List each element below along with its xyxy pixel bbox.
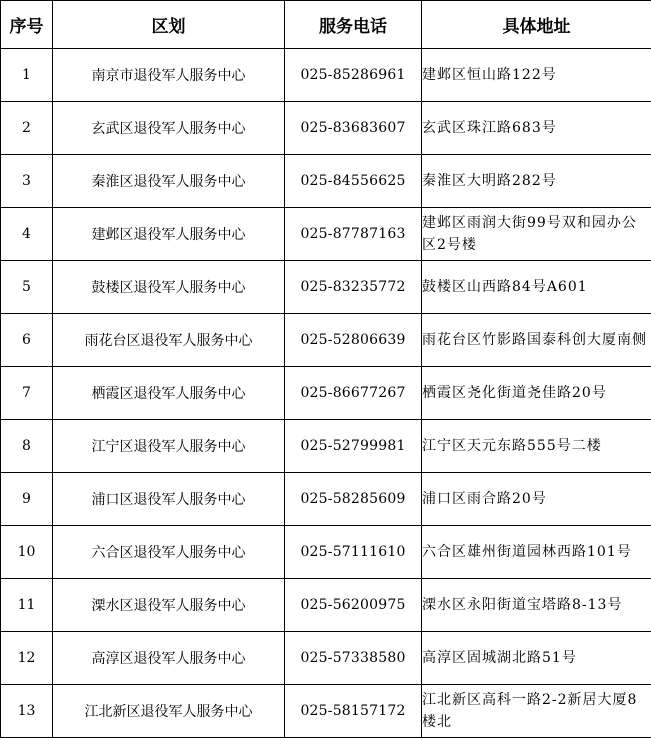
row-district: 六合区退役军人服务中心 <box>53 526 285 579</box>
table-row <box>1 49 651 102</box>
table-row <box>1 314 651 367</box>
row-district: 建邺区退役军人服务中心 <box>53 208 285 261</box>
table-row <box>1 102 651 155</box>
row-phone: 025-85286961 <box>285 49 422 102</box>
row-phone: 025-83683607 <box>285 102 422 155</box>
header-index: 序号 <box>1 1 53 49</box>
row-district: 浦口区退役军人服务中心 <box>53 473 285 526</box>
row-address: 玄武区珠江路683号 <box>422 102 651 155</box>
row-district: 江宁区退役军人服务中心 <box>53 420 285 473</box>
row-phone: 025-52806639 <box>285 314 422 367</box>
table-row <box>1 155 651 208</box>
row-district: 南京市退役军人服务中心 <box>53 49 285 102</box>
row-phone: 025-58285609 <box>285 473 422 526</box>
row-phone: 025-58157172 <box>285 685 422 738</box>
header-address: 具体地址 <box>422 1 651 49</box>
row-address: 建邺区恒山路122号 <box>422 49 651 102</box>
header-phone: 服务电话 <box>285 1 422 49</box>
row-index: 2 <box>1 102 53 155</box>
table-row <box>1 685 651 738</box>
row-address: 建邺区雨润大街99号双和园办公区2号楼 <box>422 208 651 261</box>
row-district: 鼓楼区退役军人服务中心 <box>53 261 285 314</box>
table-body <box>1 49 651 738</box>
row-phone: 025-57111610 <box>285 526 422 579</box>
row-phone: 025-83235772 <box>285 261 422 314</box>
row-district: 高淳区退役军人服务中心 <box>53 632 285 685</box>
row-district: 秦淮区退役军人服务中心 <box>53 155 285 208</box>
row-address: 溧水区永阳街道宝塔路8-13号 <box>422 579 651 632</box>
header-row <box>1 1 651 49</box>
row-address: 江北新区高科一路2-2新居大厦8楼北 <box>422 685 651 738</box>
row-phone: 025-56200975 <box>285 579 422 632</box>
row-index: 1 <box>1 49 53 102</box>
row-phone: 025-86677267 <box>285 367 422 420</box>
table-row <box>1 632 651 685</box>
row-index: 6 <box>1 314 53 367</box>
row-index: 9 <box>1 473 53 526</box>
row-address: 栖霞区尧化街道尧佳路20号 <box>422 367 651 420</box>
row-index: 12 <box>1 632 53 685</box>
table-row <box>1 420 651 473</box>
table-row <box>1 579 651 632</box>
row-district: 栖霞区退役军人服务中心 <box>53 367 285 420</box>
row-district: 江北新区退役军人服务中心 <box>53 685 285 738</box>
table-row <box>1 526 651 579</box>
row-index: 13 <box>1 685 53 738</box>
row-index: 8 <box>1 420 53 473</box>
row-address: 江宁区天元东路555号二楼 <box>422 420 651 473</box>
table-header <box>1 1 651 49</box>
row-phone: 025-87787163 <box>285 208 422 261</box>
row-address: 浦口区雨合路20号 <box>422 473 651 526</box>
row-index: 3 <box>1 155 53 208</box>
table-row <box>1 208 651 261</box>
row-index: 7 <box>1 367 53 420</box>
row-phone: 025-52799981 <box>285 420 422 473</box>
row-address: 高淳区固城湖北路51号 <box>422 632 651 685</box>
row-address: 雨花台区竹影路国泰科创大厦南侧 <box>422 314 651 367</box>
row-index: 4 <box>1 208 53 261</box>
row-address: 六合区雄州街道园林西路101号 <box>422 526 651 579</box>
row-district: 溧水区退役军人服务中心 <box>53 579 285 632</box>
table-row <box>1 473 651 526</box>
row-phone: 025-57338580 <box>285 632 422 685</box>
row-address: 秦淮区大明路282号 <box>422 155 651 208</box>
row-index: 10 <box>1 526 53 579</box>
row-district: 雨花台区退役军人服务中心 <box>53 314 285 367</box>
row-index: 11 <box>1 579 53 632</box>
row-index: 5 <box>1 261 53 314</box>
row-address: 鼓楼区山西路84号A601 <box>422 261 651 314</box>
table-row <box>1 367 651 420</box>
header-district: 区划 <box>53 1 285 49</box>
row-district: 玄武区退役军人服务中心 <box>53 102 285 155</box>
table-row <box>1 261 651 314</box>
row-phone: 025-84556625 <box>285 155 422 208</box>
